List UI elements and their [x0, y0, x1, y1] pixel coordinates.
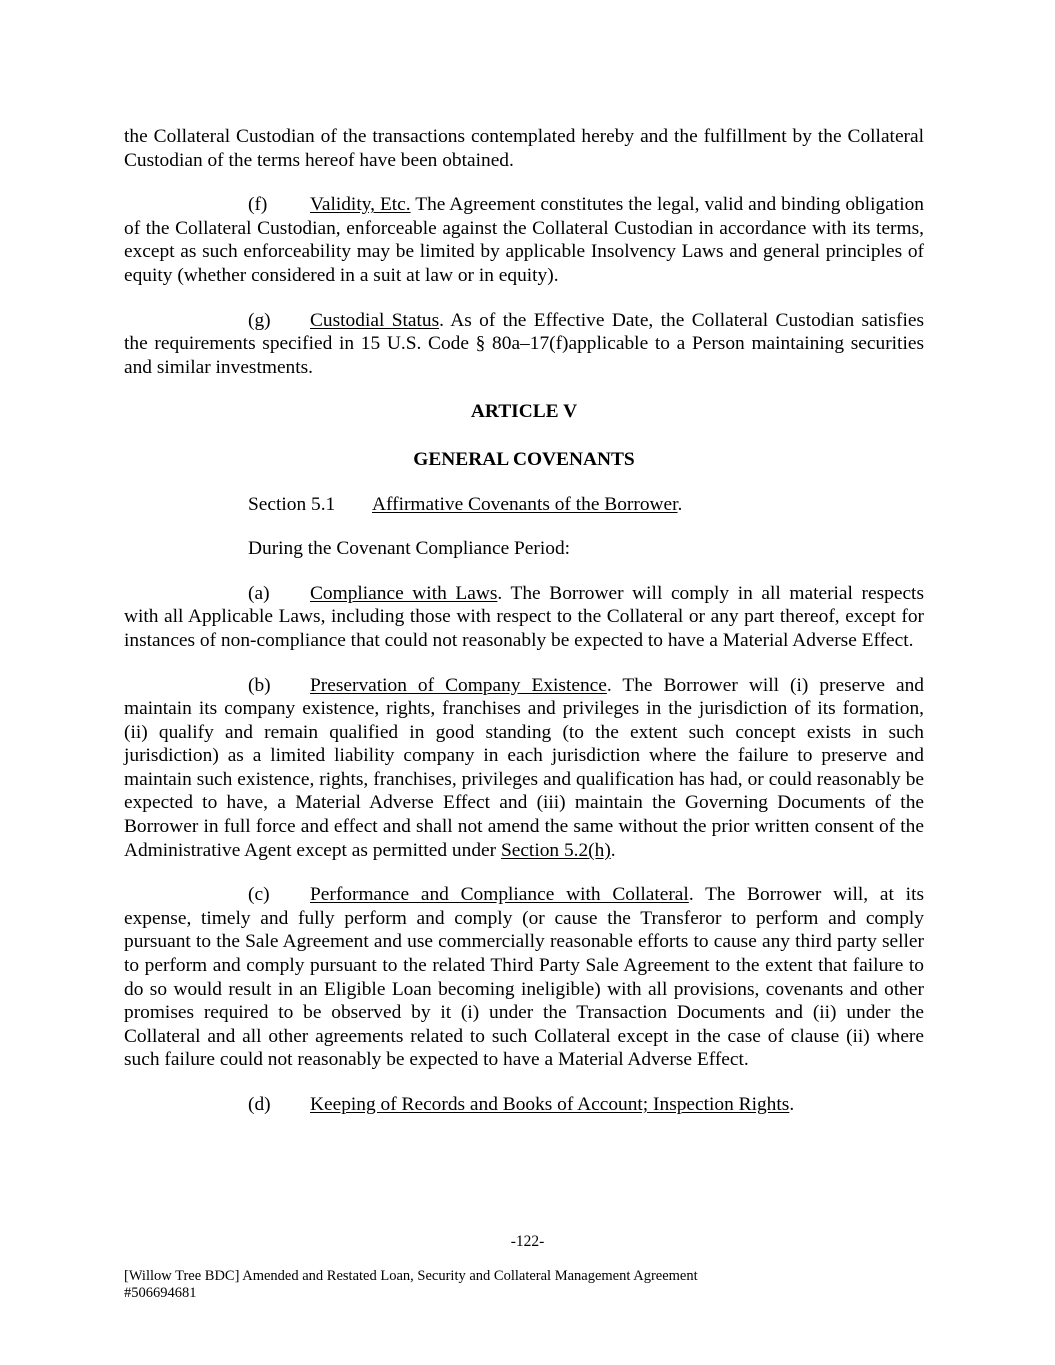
section-heading	[124, 493, 924, 517]
paragraph-d-period: .	[789, 1094, 795, 1115]
paragraph-c-heading: Performance and Compliance with Collateral	[310, 884, 689, 906]
section-cross-reference: Section 5.2(h)	[500, 839, 611, 861]
document-page	[124, 125, 924, 1138]
article-title: GENERAL COVENANTS	[413, 448, 635, 470]
paragraph-f-text: The Agreement constitutes the legal, valid and binding obligation of the Collateral Custodian, enforceable against the Collateral Custodian in accordance with its terms, except as such enforceability may be limited by applicable Insolvency Laws and general principles of equity (whether considered in a suit at law or in equity).	[124, 194, 924, 286]
paragraph-b	[124, 674, 924, 863]
paragraph-b-end: .	[610, 839, 616, 861]
footer-document-title: [Willow Tree BDC] Amended and Restated Loan, Security and Collateral Management Agreement	[124, 1268, 698, 1284]
footer-document-id: #506694681	[124, 1285, 197, 1301]
paragraph-g-heading: Custodial Status	[310, 309, 440, 331]
paragraph-g	[124, 309, 924, 380]
paragraph-a-label: (a)	[248, 582, 270, 604]
paragraph-d-heading: Keeping of Records and Books of Account; Inspection Rights	[310, 1094, 790, 1115]
paragraph-f-label: (f)	[248, 194, 268, 216]
page-number: -122-	[510, 1233, 545, 1250]
continuation-paragraph: the Collateral Custodian of the transactions contemplated hereby and the fulfillment by the Collateral Custodian of the terms hereof have been obtained.	[124, 126, 924, 171]
article-number: ARTICLE V	[470, 401, 578, 423]
paragraph-c	[124, 883, 924, 1072]
paragraph-a	[124, 582, 924, 653]
paragraph-b-text: . The Borrower will (i) preserve and maintain its company existence, rights, franchises and privileges in the jurisdiction of its formation, (ii) qualify and remain qualified in good standing (to the extent such concept exists in such jurisdiction) as a limited liability company in each jurisdiction where the failure to preserve and maintain such existence, rights, franchises, privileges and qualification has had, or could reasonably be expected to have, a Material Adverse Effect and (iii) maintain the Governing Documents of the Borrower in full force and effect and shall not amend the same without the prior written consent of the Administrative Agent except as permitted under	[124, 674, 924, 861]
paragraph-d-label: (d)	[248, 1094, 271, 1115]
paragraph-b-heading: Preservation of Company Existence	[310, 674, 607, 696]
paragraph-f	[124, 193, 924, 287]
paragraph-a-heading: Compliance with Laws	[310, 582, 498, 604]
paragraph-b-label: (b)	[248, 674, 271, 696]
section-title: Affirmative Covenants of the Borrower	[372, 493, 678, 515]
paragraph-f-heading: Validity, Etc.	[310, 194, 411, 216]
paragraph-g-text: . As of the Effective Date, the Collateral Custodian satisfies the requirements specified in 15 U.S. Code § 80a–17(f)applicable to a Person maintaining securities and similar investments.	[124, 309, 924, 378]
paragraph-g-label: (g)	[248, 309, 271, 331]
paragraph-c-text: . The Borrower will, at its expense, timely and fully perform and comply (or cause the Transferor to perform and comply pursuant to the Sale Agreement and use commercially reasonable efforts to cause any third party seller to perform and comply pursuant to the related Third Party Sale Agreement to the extent that failure to do so would result in an Eligible Loan becoming ineligible) with all provisions, covenants and other promises required to be observed by it (i) under the Transaction Documents and (ii) under the Collateral and all other agreements related to such Collateral except in the case of clause (ii) where such failure could not reasonably be expected to have a Material Adverse Effect.	[124, 884, 924, 1071]
section-period: .	[677, 493, 683, 515]
section-label: Section 5.1	[248, 493, 336, 515]
paragraph-c-label: (c)	[248, 884, 270, 906]
paragraph-a-text: . The Borrower will comply in all material respects with all Applicable Laws, including those with respect to the Collateral or any part thereof, except for instances of non-compliance that could not reasonably be expected to have a Material Adverse Effect.	[124, 582, 924, 651]
paragraph-d	[124, 1093, 924, 1117]
covenant-intro: During the Covenant Compliance Period:	[248, 538, 571, 560]
